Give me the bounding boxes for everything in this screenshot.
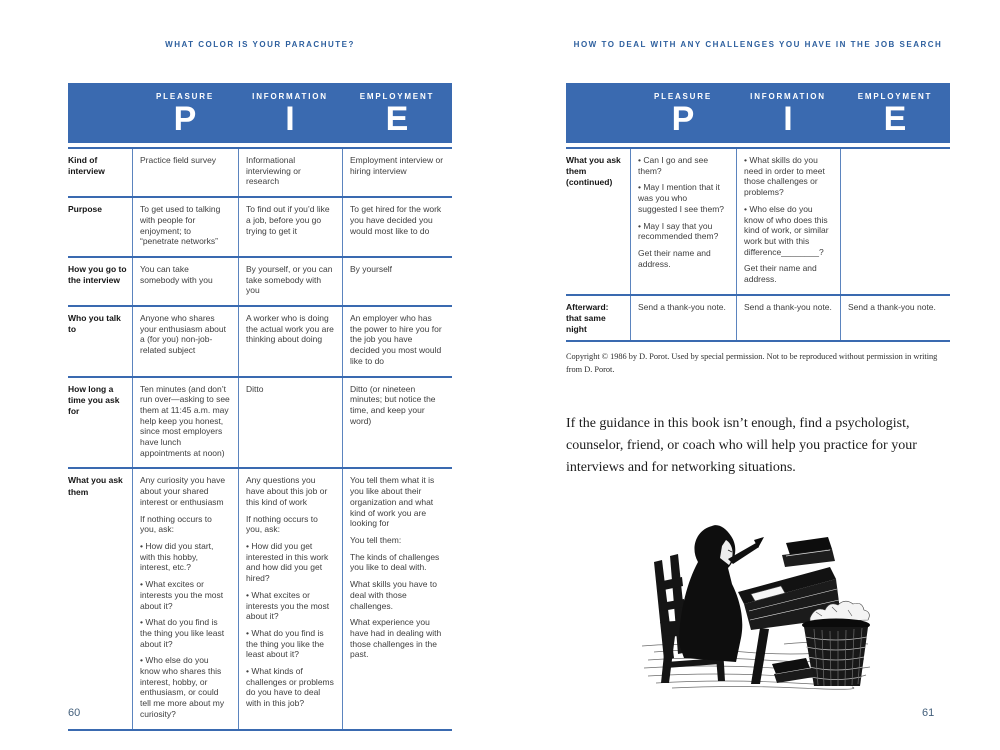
cell-information (238, 469, 342, 728)
cell-paragraph: • How did you get interested in this work and how did you get hired? (246, 540, 329, 584)
pie-table-left (68, 147, 452, 731)
cell-employment (342, 378, 452, 468)
cell-employment (840, 149, 950, 294)
banner-header-information: INFORMATION (252, 92, 328, 101)
body-paragraph: If the guidance in this book isn’t enough, find a psychologist, counselor, friend, or coach who will help you practice for your interviews and for networking situations. (566, 415, 917, 476)
banner-letter-i: I (783, 100, 793, 138)
cell-information (238, 149, 342, 196)
copyright-note: Copyright © 1986 by D. Porot. Used by special permission. Not to be reproduced without permission in writing from D. Porot. (566, 351, 938, 374)
cell-employment (840, 296, 950, 340)
cell-pleasure (132, 469, 238, 728)
banner-header-pleasure: PLEASURE (156, 92, 214, 101)
cell-paragraph: Get their name and address. (638, 247, 711, 269)
banner-spacer (566, 83, 630, 143)
cell-paragraph: • May I mention that it was you who suggested I see them? (638, 182, 725, 214)
cell-paragraph: Any curiosity you have about your shared interest or enthusiasm (140, 475, 226, 507)
cell-paragraph: Informational interviewing or research (246, 155, 301, 187)
cell-pleasure (132, 378, 238, 468)
row-label: What you ask them (continued) (566, 155, 621, 188)
banner-letter-e: E (385, 100, 409, 138)
cell-paragraph: • Who else do you know who shares this interest, hobby, or enthusiasm, or could tell me more about my curiosity? (140, 655, 225, 719)
cell-employment (342, 258, 452, 305)
cell-paragraph: Ten minutes (and don’t run over—asking to see them at 11:45 a.m. may help keep you honest, since most employers have lunch appointments at noon) (140, 383, 230, 458)
banner-header-information: INFORMATION (750, 92, 826, 101)
cell-paragraph: To get hired for the work you have decided you would most like to do (350, 204, 442, 236)
cell-paragraph: • May I say that you recommended them? (638, 220, 719, 242)
cell-employment (342, 307, 452, 376)
cell-pleasure (132, 258, 238, 305)
cell-information (736, 296, 840, 340)
cell-pleasure (630, 149, 736, 294)
banner-spacer (68, 83, 132, 143)
cell-paragraph: If nothing occurs to you, ask: (246, 513, 318, 535)
cell-pleasure (132, 198, 238, 256)
pie-banner-left (68, 83, 452, 143)
cell-pleasure (132, 307, 238, 376)
cell-information (736, 149, 840, 294)
cell-paragraph: • What kinds of challenges or problems do you have to deal with in this job? (246, 666, 334, 709)
banner-letter-i: I (285, 100, 295, 138)
banner-letter-p: P (173, 100, 197, 138)
cell-employment (342, 469, 452, 728)
row-label: Kind of interview (68, 155, 105, 177)
cell-paragraph: You can take somebody with you (140, 263, 213, 285)
cell-paragraph: You tell them what it is you like about their organization and what kind of work you are looking for (350, 475, 435, 529)
cell-paragraph: An employer who has the power to hire you for the job you have decided you most would like to do (350, 313, 442, 366)
writer-engraving-image (624, 506, 892, 692)
cell-paragraph: Send a thank-you note. (744, 301, 832, 312)
cell-paragraph: • What excites or interests you the most about it? (246, 589, 330, 622)
table-row-purpose (68, 198, 452, 258)
page-number-left: 60 (68, 707, 81, 719)
banner-header-pleasure: PLEASURE (654, 92, 712, 101)
cell-paragraph: Any questions you have about this job or this kind of work (246, 475, 328, 507)
table-row-how-you-go (68, 258, 452, 307)
cell-paragraph: To get used to talking with people for enjoyment; to “penetrate networks” (140, 204, 221, 247)
banner-header-employment: EMPLOYMENT (857, 92, 933, 101)
table-row-afterward (566, 296, 950, 342)
cell-paragraph: • How did you start, with this hobby, interest, etc.? (140, 540, 214, 573)
cell-paragraph: Ditto (246, 383, 264, 394)
left-page (68, 0, 452, 731)
row-label: Who you talk to (68, 313, 121, 335)
cell-paragraph: • What skills do you need in order to meet those challenges or problems? (744, 155, 825, 198)
cell-information (238, 258, 342, 305)
row-label: What you ask them (68, 475, 123, 497)
cell-paragraph: By yourself, or you can take somebody with you (246, 263, 333, 296)
banner-letter-e: E (883, 100, 907, 138)
illustration-writer-at-desk (566, 506, 950, 697)
cell-paragraph: The kinds of challenges you like to deal with. (350, 551, 440, 573)
running-head-left: WHAT COLOR IS YOUR PARACHUTE? (165, 40, 355, 49)
cell-paragraph: Practice field survey (140, 155, 217, 165)
banner-letter-p: P (671, 100, 695, 138)
cell-pleasure (630, 296, 736, 340)
banner-header-employment: EMPLOYMENT (359, 92, 435, 101)
row-label: How long a time you ask for (68, 383, 120, 416)
cell-paragraph: By yourself (350, 263, 393, 274)
cell-paragraph: If nothing occurs to you, ask: (140, 513, 212, 535)
row-label: Purpose (68, 204, 103, 215)
table-row-what-you-ask (68, 469, 452, 730)
running-head-right: HOW TO DEAL WITH ANY CHALLENGES YOU HAVE IN THE JOB SEARCH (573, 40, 943, 49)
pie-banner-right (566, 83, 950, 143)
cell-paragraph: • Who else do you know of who does this kind of work, or similar work but with this difference________? (744, 203, 829, 257)
cell-paragraph: • What excites or interests you the most about it? (140, 579, 224, 611)
cell-information (238, 198, 342, 256)
table-row-what-you-ask-continued (566, 149, 950, 296)
cell-paragraph: You tell them: (350, 534, 402, 545)
right-page (566, 0, 950, 697)
page-number-right: 61 (922, 707, 935, 719)
cell-paragraph: What experience you have had in dealing with those challenges in the past. (350, 617, 442, 660)
cell-paragraph: What skills you have to deal with those challenges. (350, 579, 437, 611)
cell-paragraph: • What do you find is the thing you like least about it? (140, 617, 225, 649)
row-label: Afterward: that same night (566, 301, 609, 334)
cell-paragraph: A worker who is doing the actual work you are thinking about doing (246, 313, 334, 345)
cell-pleasure (132, 149, 238, 196)
cell-employment (342, 149, 452, 196)
table-row-kind-of-interview (68, 149, 452, 198)
cell-paragraph: Ditto (or nineteen minutes; but notice the time, and keep your word) (350, 383, 436, 426)
cell-information (238, 307, 342, 376)
cell-paragraph: To find out if you’d like a job, before you go trying to get it (246, 204, 330, 236)
cell-employment (342, 198, 452, 256)
cell-paragraph: Send a thank-you note. (848, 301, 936, 312)
cell-paragraph: • Can I go and see them? (638, 155, 709, 176)
cell-paragraph: Get their name and address. (744, 263, 817, 285)
table-row-how-long (68, 378, 452, 470)
pie-table-right (566, 147, 950, 342)
cell-paragraph: Employment interview or hiring interview (350, 155, 444, 176)
row-label: How you go to the interview (68, 263, 127, 285)
cell-paragraph: Anyone who shares your enthusiasm about a (for you) non-job-related subject (140, 313, 226, 356)
cell-information (238, 378, 342, 468)
cell-paragraph: Send a thank-you note. (638, 301, 726, 312)
cell-paragraph: • What do you find is the thing you like the least about it? (246, 627, 324, 660)
table-row-who-you-talk-to (68, 307, 452, 378)
